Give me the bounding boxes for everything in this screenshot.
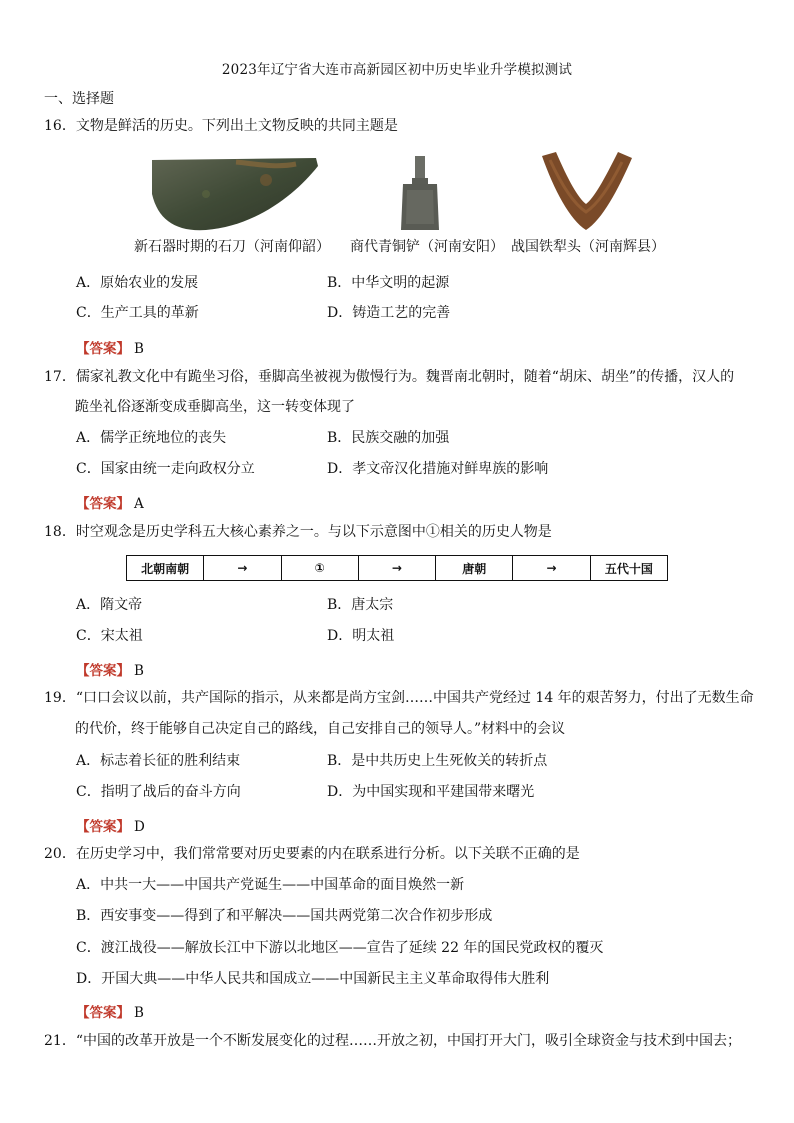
timeline-cell-tang: 唐朝 — [436, 556, 513, 581]
q16-stem: 16．文物是鲜活的历史。下列出土文物反映的共同主题是 — [44, 118, 398, 134]
q17-option-d: D．孝文帝汉化措施对鲜卑族的影响 — [327, 461, 549, 477]
answer-value: B — [134, 663, 144, 679]
q19-option-a: A．标志着长征的胜利结束 — [76, 753, 241, 769]
q17-option-b: B．民族交融的加强 — [327, 430, 450, 446]
q16-answer — [76, 337, 144, 357]
answer-tag: 【答案】 — [76, 819, 130, 835]
timeline-cell-northern-southern: 北朝南朝 — [127, 556, 204, 581]
answer-tag: 【答案】 — [76, 1005, 130, 1021]
q18-option-b: B．唐太宗 — [327, 597, 394, 613]
answer-value: B — [134, 341, 144, 357]
q18-option-d: D．明太祖 — [327, 628, 395, 644]
q17-stem-line2: 跪坐礼俗逐渐变成垂脚高坐，这一转变体现了 — [75, 399, 355, 415]
answer-value: D — [134, 819, 145, 835]
stone-knife-image — [146, 154, 320, 232]
q18-option-c: C．宋太祖 — [76, 628, 143, 644]
answer-tag: 【答案】 — [76, 341, 130, 357]
q20-option-b: B．西安事变——得到了和平解决——国共两党第二次合作初步形成 — [76, 908, 493, 924]
answer-value: B — [134, 1005, 144, 1021]
timeline-cell-blank: ① — [281, 556, 358, 581]
timeline-arrow: → — [358, 556, 435, 581]
q20-answer — [76, 1001, 144, 1021]
q19-option-c: C．指明了战后的奋斗方向 — [76, 784, 241, 800]
q21-stem: 21．“中国的改革开放是一个不断发展变化的过程……开放之初，中国打开大门，吸引全球资金与技术到中国去； — [44, 1033, 741, 1049]
bronze-spade-caption: 商代青铜铲（河南安阳） — [350, 239, 504, 255]
section-heading: 一、选择题 — [44, 91, 114, 107]
q17-answer — [76, 492, 144, 512]
q20-option-c: C．渡江战役——解放长江中下游以北地区——宣告了延续 22 年的国民党政权的覆灭 — [76, 940, 604, 956]
iron-plough-caption: 战国铁犁头（河南辉县） — [511, 239, 665, 255]
q20-stem: 20．在历史学习中，我们常常要对历史要素的内在联系进行分析。以下关联不正确的是 — [44, 846, 580, 862]
stone-knife-caption: 新石器时期的石刀（河南仰韶） — [134, 239, 330, 255]
timeline-arrow: → — [513, 556, 590, 581]
q19-option-d: D．为中国实现和平建国带来曙光 — [327, 784, 535, 800]
q19-stem-line1: 19．“口口会议以前，共产国际的指示，从来都是尚方宝剑……中国共产党经过 14 年的艰苦努力，付出了无数生命 — [44, 690, 754, 706]
q19-answer — [76, 815, 145, 835]
timeline-cell-five-dynasties: 五代十国 — [590, 556, 667, 581]
q20-option-d: D．开国大典——中华人民共和国成立——中国新民主主义革命取得伟大胜利 — [76, 971, 550, 987]
timeline-diagram — [126, 555, 668, 581]
q16-option-c: C．生产工具的革新 — [76, 305, 199, 321]
bronze-spade-image — [399, 154, 441, 232]
q19-stem-line2: 的代价，终于能够自己决定自己的路线，自己安排自己的领导人。”材料中的会议 — [75, 721, 566, 737]
q18-answer — [76, 659, 144, 679]
q18-option-a: A．隋文帝 — [76, 597, 143, 613]
q16-option-b: B．中华文明的起源 — [327, 275, 450, 291]
q19-option-b: B．是中共历史上生死攸关的转折点 — [327, 753, 548, 769]
q18-stem: 18．时空观念是历史学科五大核心素养之一。与以下示意图中①相关的历史人物是 — [44, 524, 552, 540]
q16-option-d: D．铸造工艺的完善 — [327, 305, 451, 321]
timeline-arrow: → — [204, 556, 281, 581]
q20-option-a: A．中共一大——中国共产党诞生——中国革命的面目焕然一新 — [76, 877, 465, 893]
q17-option-a: A．儒学正统地位的丧失 — [76, 430, 227, 446]
answer-value: A — [134, 496, 144, 512]
answer-tag: 【答案】 — [76, 663, 130, 679]
page-title: 2023年辽宁省大连市高新园区初中历史毕业升学模拟测试 — [221, 62, 573, 78]
q16-option-a: A．原始农业的发展 — [76, 275, 199, 291]
answer-tag: 【答案】 — [76, 496, 130, 512]
iron-plough-image — [538, 150, 634, 232]
q17-stem-line1: 17．儒家礼教文化中有跪坐习俗，垂脚高坐被视为傲慢行为。魏晋南北朝时，随着“胡床、胡坐”的传播，汉人的 — [44, 369, 735, 385]
q17-option-c: C．国家由统一走向政权分立 — [76, 461, 255, 477]
